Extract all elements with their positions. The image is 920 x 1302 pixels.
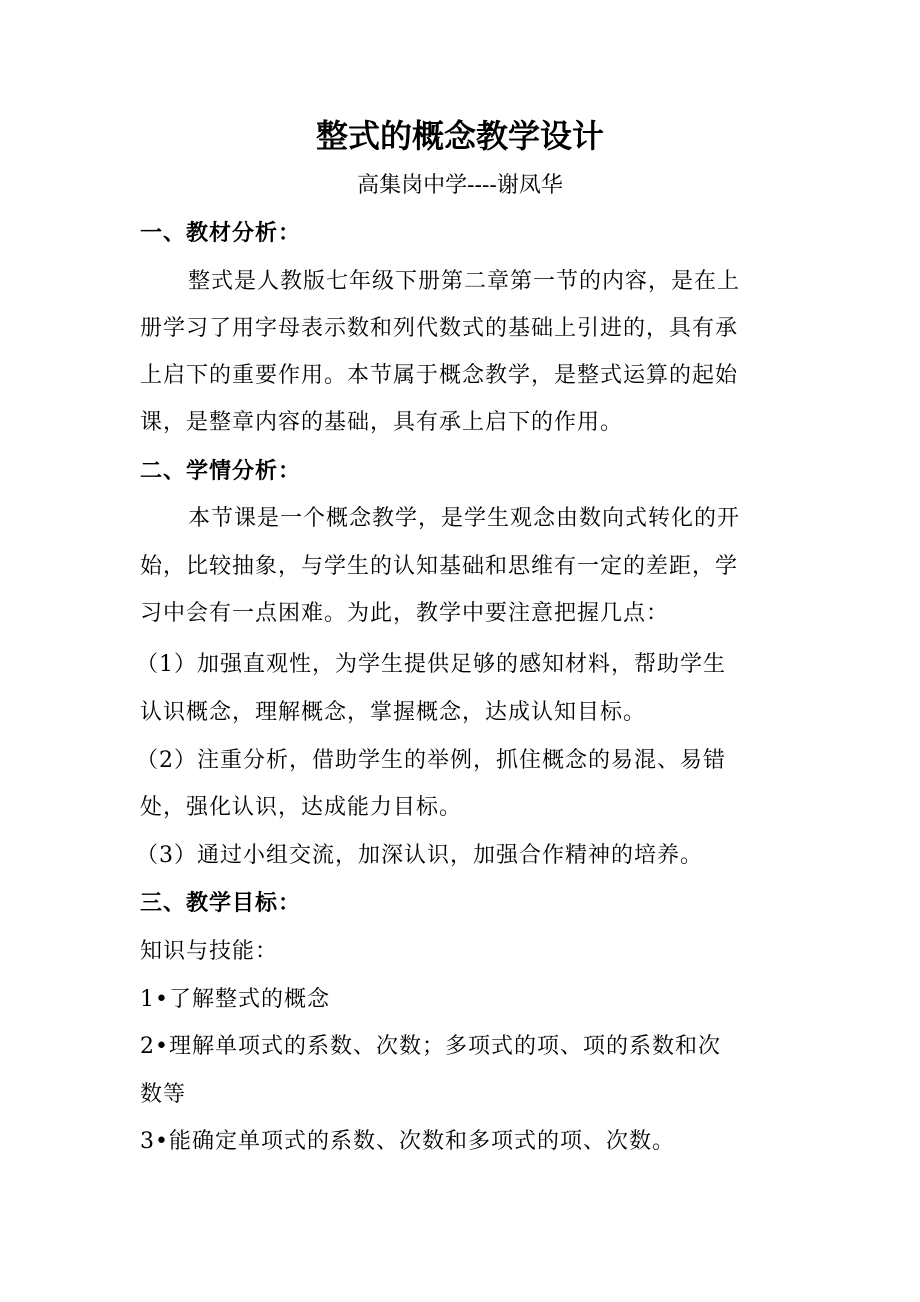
paragraph-line: 册学习了用字母表示数和列代数式的基础上引进的，具有承 [140, 316, 739, 341]
objective-item-3: 3•能确定单项式的系数、次数和多项式的项、次数。 [140, 1129, 675, 1154]
paragraph-line: 整式是人教版七年级下册第二章第一节的内容，是在上 [188, 269, 741, 294]
subheading-knowledge-skills: 知识与技能： [140, 939, 279, 964]
list-item-2-line: 处，强化认识，达成能力目标。 [140, 795, 463, 820]
list-item-2-line: （2）注重分析，借助学生的举例，抓住概念的易混、易错 [136, 748, 726, 773]
section-heading-learner-analysis: 二、学情分析： [140, 459, 302, 484]
section-heading-textbook-analysis: 一、教材分析： [140, 221, 302, 246]
paragraph-line: 始，比较抽象，与学生的认知基础和思维有一定的差距，学 [140, 554, 739, 579]
section-heading-teaching-objectives: 三、教学目标： [140, 891, 302, 916]
paragraph-line: 上启下的重要作用。本节属于概念教学，是整式运算的起始 [140, 363, 739, 388]
objective-item-2: 2•理解单项式的系数、次数；多项式的项、项的系数和次 [140, 1034, 721, 1059]
paragraph-line: 课，是整章内容的基础，具有承上启下的作用。 [140, 410, 624, 435]
list-item-3-line: （3）通过小组交流，加深认识，加强合作精神的培养。 [136, 843, 703, 868]
list-item-1-line: 认识概念，理解概念，掌握概念，达成认知目标。 [140, 700, 647, 725]
list-item-1-line: （1）加强直观性，为学生提供足够的感知材料，帮助学生 [136, 652, 726, 677]
objective-item-1: 1•了解整式的概念 [140, 987, 330, 1012]
paragraph-line: 本节课是一个概念教学，是学生观念由数向式转化的开 [188, 506, 741, 531]
author-line: 高集岗中学----谢凤华 [357, 173, 563, 198]
objective-item-2-continued: 数等 [140, 1082, 187, 1107]
paragraph-line: 习中会有一点困难。为此，教学中要注意把握几点： [140, 601, 670, 626]
document-title: 整式的概念教学设计 [315, 117, 604, 155]
